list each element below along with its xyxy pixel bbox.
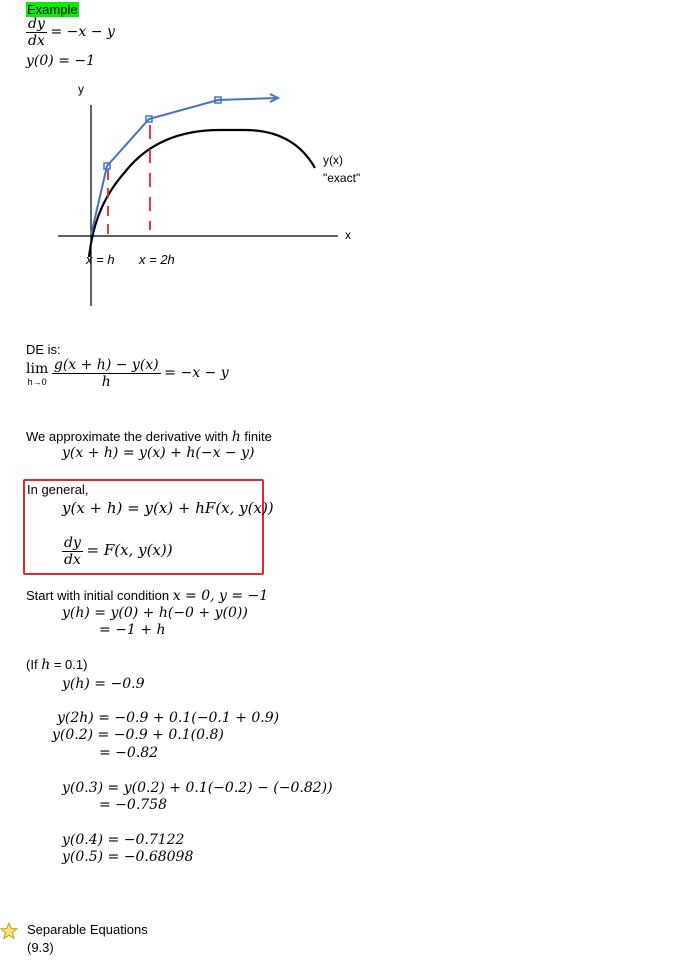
star-icon[interactable] [0, 922, 18, 943]
start-eq-1: y(h) = y(0) + h(−0 + y(0)) [62, 605, 248, 621]
example-label: Example [27, 2, 78, 17]
approx-text: We approximate the derivative with h finite [26, 429, 272, 445]
step-y2h: y(2h) = −0.9 + 0.1(−0.1 + 0.9) [57, 710, 280, 726]
general-eq-2: $\frac{dy}{dx}$ = F(x, y(x)) [64, 535, 173, 568]
initial-condition: y(0) = −1 [26, 53, 96, 69]
euler-sketch [0, 80, 400, 310]
step-y03-result: = −0.758 [99, 797, 167, 813]
step-y04: y(0.4) = −0.7122 [62, 832, 185, 848]
approx-equation: y(x + h) = y(x) + h(−x − y) [62, 445, 255, 461]
step-y05: y(0.5) = −0.68098 [62, 849, 194, 865]
step-y02-result: = −0.82 [99, 745, 159, 761]
yh-value: y(h) = −0.9 [62, 676, 145, 692]
exact-label: "exact" [323, 171, 361, 185]
tick-label-h: x = h [86, 252, 115, 267]
step-y03: y(0.3) = y(0.2) + 0.1(−0.2) − (−0.82)) [62, 780, 333, 796]
curve-label: y(x) [323, 153, 343, 167]
separable-equations-title: Separable Equations [27, 922, 148, 937]
y-axis-label: y [78, 82, 84, 96]
x-axis-label: x [345, 228, 351, 242]
ode-equation: $\frac{dy}{dx}$ = −x − y [28, 16, 115, 49]
if-h-text: (If h = 0.1) [26, 657, 88, 673]
de-limit-equation: lim h→0 $\frac{g(x + h) - y(x)}{h}$ = −x − y [26, 357, 229, 390]
section-number: (9.3) [27, 940, 54, 955]
start-eq-2: = −1 + h [99, 622, 166, 638]
general-label: In general, [27, 482, 89, 497]
step-y02: y(0.2) = −0.9 + 0.1(0.8) [52, 727, 224, 743]
tick-label-2h: x = 2h [139, 252, 175, 267]
general-eq-1: y(x + h) = y(x) + hF(x, y(x)) [62, 499, 274, 517]
euler-polyline [91, 98, 278, 235]
de-is-label: DE is: [26, 342, 61, 357]
start-text: Start with initial condition x = 0, y = −1 [26, 588, 269, 604]
